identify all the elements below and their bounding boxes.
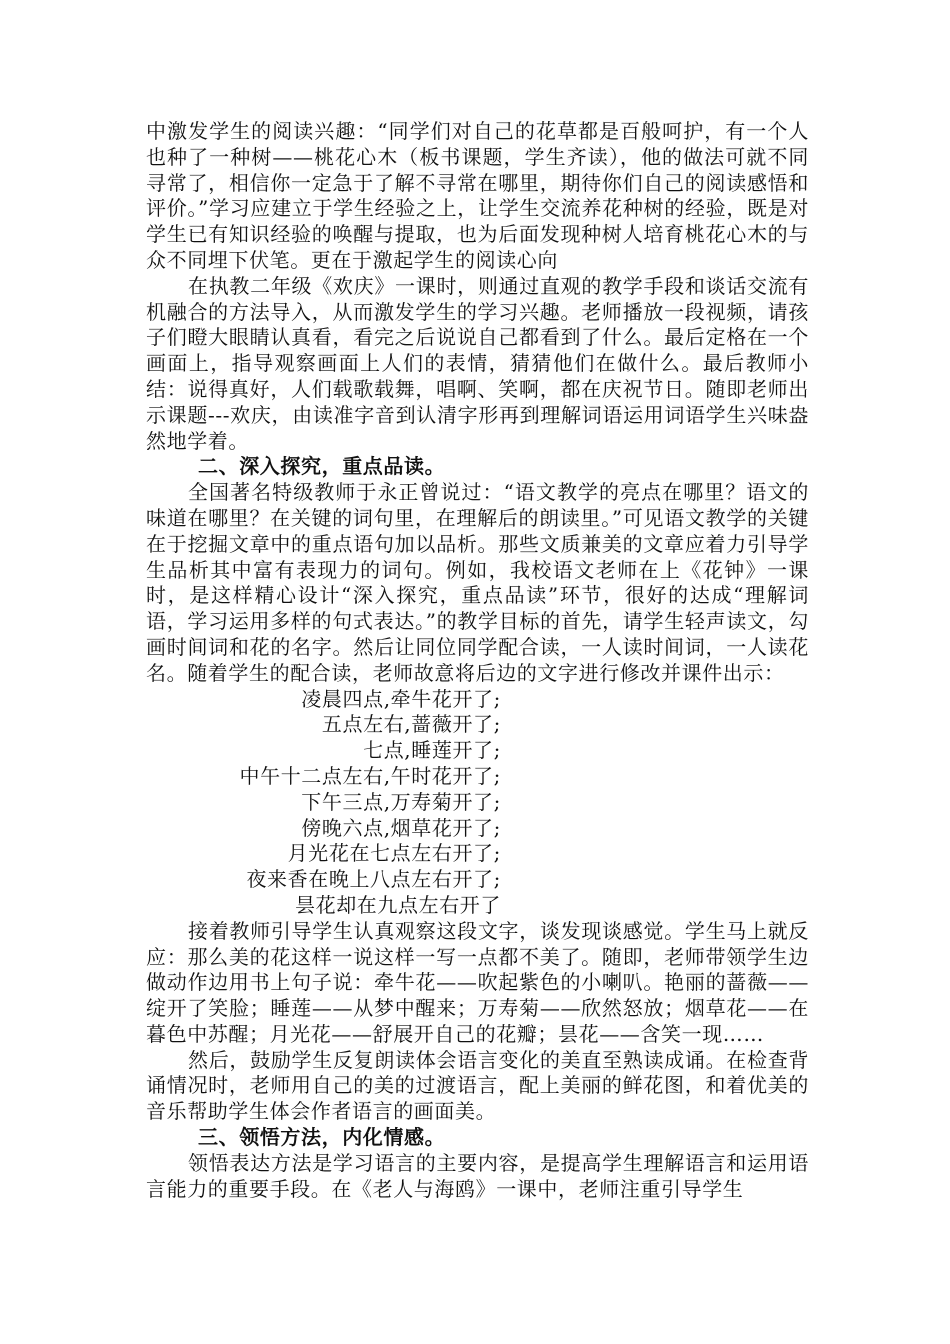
excerpt-line: 中午十二点左右,午时花开了; (239, 763, 501, 788)
paragraph-huanqing-lesson: 在执教二年级《欢庆》一课时，则通过直观的教学手段和谈话交流有机融合的方法导入，从而激发学生的学习兴趣。老师播放一段视频，请孩子们瞪大眼睛认真看，看完之后说说自己都看到了什么。最后定格在一个画面上，指导观察画面上人们的表情，猜猜他们在做什么。最后教师小结：说得真好，人们载歌载舞，唱啊、笑啊，都在庆祝节日。随即老师出示课题---欢庆，由读准字音到认清字形再到理解词语运用词语学生兴味盎然地学着。 (146, 273, 809, 453)
paragraph-huazhong-lesson: 全国著名特级教师于永正曾说过：“语文教学的亮点在哪里？语文的味道在哪里？在关键的词句里，在理解后的朗读里。”可见语文教学的关键在于挖掘文章中的重点语句加以品析。那些文质兼美的文章应着力引导学生品析其中富有表现力的词句。例如，我校语文老师在上《花钟》一课时，是这样精心设计“深入探究，重点品读”环节，很好的达成“理解词语，学习运用多样的句式表达。”的教学目标的首先，请学生轻声读文，勾画时间词和花的名字。然后让同位同学配合读，一人读时间词，一人读花名。随着学生的配合读，老师故意将后边的文字进行修改并课件出示： (146, 480, 809, 685)
excerpt-line: 昙花却在九点左右开了 (295, 892, 501, 917)
paragraph-methods: 领悟表达方法是学习语言的主要内容，是提高学生理解语言和运用语言能力的重要手段。在《老人与海鸥》一课中，老师注重引导学生 (146, 1150, 809, 1201)
section-heading-2: 二、深入探究，重点品读。 (198, 454, 446, 479)
paragraph-observation: 接着教师引导学生认真观察这段文字，谈发现谈感觉。学生马上就反应：那么美的花这样一说这样一写一点都不美了。随即，老师带领学生边做动作边用书上句子说：牵牛花——吹起紫色的小喇叭。艳丽的蔷薇——绽开了笑脸；睡莲——从梦中醒来；万寿菊——欣然怒放；烟草花——在暮色中苏醒；月光花——舒展开自己的花瓣；昙花——含笑一现…… (146, 918, 809, 1046)
paragraph-intro-continued: 中激发学生的阅读兴趣：“同学们对自己的花草都是百般呵护，有一个人也种了一种树——桃花心木（板书课题，学生齐读），他的做法可就不同寻常了，相信你一定急于了解不寻常在哪里，期待你们自己的阅读感悟和评价。”学习应建立于学生经验之上，让学生交流养花种树的经验，既是对学生已有知识经验的唤醒与提取，也为后面发现种树人培育桃花心木的与众不同埋下伏笔。更在于激起学生的阅读心向 (146, 119, 809, 272)
excerpt-line: 五点左右,蔷薇开了; (321, 712, 501, 737)
paragraph-recitation: 然后，鼓励学生反复朗读体会语言变化的美直至熟读成诵。在检查背诵情况时，老师用自己的美的过渡语言，配上美丽的鲜花图，和着优美的音乐帮助学生体会作者语言的画面美。 (146, 1047, 809, 1124)
excerpt-line: 月光花在七点左右开了; (287, 841, 501, 866)
flower-clock-excerpt (146, 687, 809, 919)
excerpt-line: 下午三点,万寿菊开了; (301, 789, 501, 814)
excerpt-line: 凌晨四点,牵牛花开了; (301, 686, 501, 711)
document-page (146, 119, 809, 1202)
excerpt-line: 七点,睡莲开了; (363, 738, 501, 763)
excerpt-line: 夜来香在晚上八点左右开了; (246, 867, 501, 892)
excerpt-line: 傍晚六点,烟草花开了; (301, 815, 501, 840)
section-heading-3: 三、领悟方法，内化情感。 (198, 1125, 446, 1150)
